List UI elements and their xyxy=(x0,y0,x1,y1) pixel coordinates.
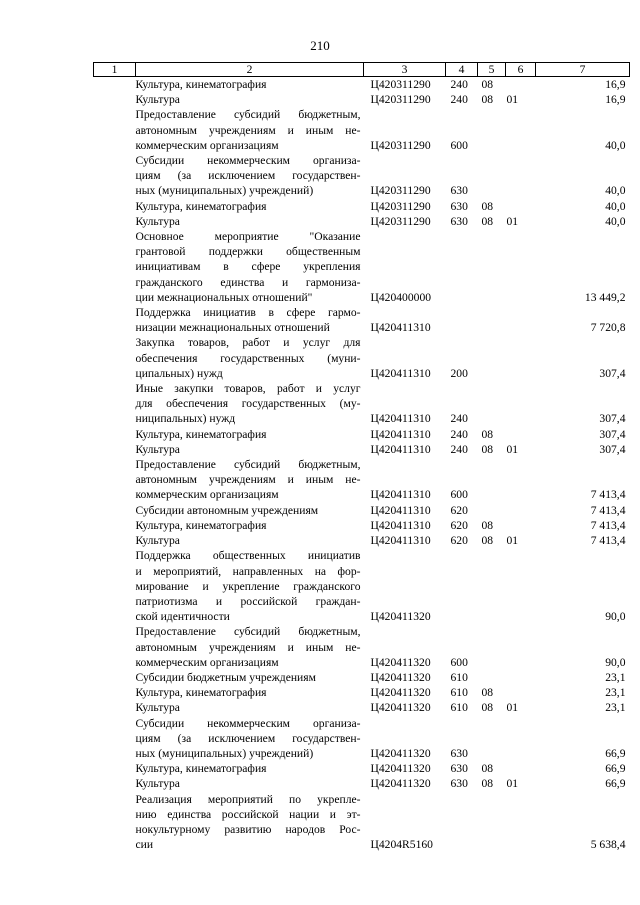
row-number-cell xyxy=(94,107,136,153)
amount-cell: 40,0 xyxy=(605,214,626,228)
item-name-line: ципальных) нужд xyxy=(135,366,223,380)
amount-cell: 40,0 xyxy=(605,138,626,152)
table-row xyxy=(94,685,630,700)
amount-cell: 7 413,4 xyxy=(590,518,626,532)
item-name-line: циям (за исключением государствен- xyxy=(135,169,361,183)
item-name-line: Культура, кинематография xyxy=(135,78,267,91)
item-name-line: циям (за исключением государствен- xyxy=(135,731,361,745)
subsection-cell xyxy=(506,229,536,305)
target-code-cell: Ц420411310 xyxy=(370,321,431,335)
section-cell xyxy=(478,153,506,199)
section-cell xyxy=(478,548,506,624)
table-row xyxy=(94,335,630,381)
expense-type-cell: 620 xyxy=(450,518,468,532)
item-name-cell xyxy=(136,685,364,700)
subsection-cell: 01 xyxy=(506,534,519,548)
item-name-line: автономным учреждениям и иным не- xyxy=(135,123,361,137)
item-name-line: обеспечения государственных (муни- xyxy=(135,351,361,365)
item-name-cell xyxy=(136,229,364,305)
row-number-cell xyxy=(94,792,136,853)
target-code-cell: Ц420311290 xyxy=(370,184,431,198)
table-row xyxy=(94,716,630,762)
target-code-cell: Ц4204R5160 xyxy=(370,838,433,852)
expense-type-cell: 630 xyxy=(450,199,468,213)
expense-type-cell: 200 xyxy=(450,366,468,380)
table-row xyxy=(94,229,630,305)
item-name-line: Культура, кинематография xyxy=(135,686,267,700)
section-cell: 08 xyxy=(481,686,494,700)
item-name-line: автономным учреждениям и иным не- xyxy=(135,640,361,654)
item-name-cell xyxy=(136,92,364,107)
item-name-line: Поддержка общественных инициатив xyxy=(135,549,361,563)
row-number-cell xyxy=(94,457,136,503)
table-row xyxy=(94,153,630,199)
amount-cell: 7 720,8 xyxy=(590,321,626,335)
item-name-line: коммерческим организациям xyxy=(135,138,279,152)
target-code-cell: Ц420411320 xyxy=(370,655,431,669)
section-cell xyxy=(478,457,506,503)
target-code-cell: Ц420411320 xyxy=(370,762,431,776)
expense-type-cell: 240 xyxy=(450,412,468,426)
target-code-cell: Ц420411320 xyxy=(370,701,431,715)
section-cell xyxy=(478,107,506,153)
expense-type-cell: 630 xyxy=(450,746,468,760)
target-code-cell: Ц420411310 xyxy=(370,534,431,548)
expense-type-cell: 610 xyxy=(450,670,468,684)
table-row xyxy=(94,457,630,503)
item-name-line: ных (муниципальных) учреждений) xyxy=(135,746,314,760)
expense-type-cell: 630 xyxy=(450,214,468,228)
item-name-cell xyxy=(136,457,364,503)
target-code-cell: Ц420411310 xyxy=(370,518,431,532)
table-row xyxy=(94,503,630,518)
item-name-line: Иные закупки товаров, работ и услуг xyxy=(135,382,361,396)
item-name-cell xyxy=(136,442,364,457)
table-row xyxy=(94,761,630,776)
item-name-line: грантовой поддержки общественным xyxy=(135,245,361,259)
section-cell: 08 xyxy=(481,214,494,228)
expense-type-cell: 600 xyxy=(450,488,468,502)
item-name-line: Реализация мероприятий по укрепле- xyxy=(135,792,361,806)
target-code-cell: Ц420411320 xyxy=(370,746,431,760)
item-name-cell xyxy=(136,153,364,199)
row-number-cell xyxy=(94,381,136,427)
item-name-line: Культура xyxy=(135,93,180,107)
subsection-cell xyxy=(506,153,536,199)
target-code-cell: Ц420311290 xyxy=(370,138,431,152)
row-number-cell xyxy=(94,335,136,381)
row-number-cell xyxy=(94,503,136,518)
amount-cell: 90,0 xyxy=(605,655,626,669)
item-name-line: ской идентичности xyxy=(135,610,230,624)
item-name-line: ниципальных) нужд xyxy=(135,412,236,426)
row-number-cell xyxy=(94,716,136,762)
amount-cell: 23,1 xyxy=(605,686,626,700)
expense-type-cell: 610 xyxy=(450,686,468,700)
target-code-cell: Ц420400000 xyxy=(370,290,432,304)
subsection-cell xyxy=(506,381,536,427)
expense-type-cell: 630 xyxy=(450,762,468,776)
header-cell-4: 4 xyxy=(446,63,478,77)
header-cell-6: 6 xyxy=(506,63,536,77)
target-code-cell: Ц420411310 xyxy=(370,442,431,456)
header-row xyxy=(94,63,630,77)
amount-cell: 307,4 xyxy=(599,442,626,456)
row-number-cell xyxy=(94,199,136,214)
row-number-cell xyxy=(94,776,136,791)
target-code-cell: Ц420411320 xyxy=(370,610,431,624)
section-cell xyxy=(478,305,506,335)
table-row xyxy=(94,518,630,533)
amount-cell: 5 638,4 xyxy=(590,838,626,852)
item-name-cell xyxy=(136,792,364,853)
target-code-cell: Ц420311290 xyxy=(370,78,431,91)
item-name-line: Культура, кинематография xyxy=(135,762,267,776)
expense-type-cell: 240 xyxy=(450,427,468,441)
expense-type-cell: 620 xyxy=(450,534,468,548)
item-name-cell xyxy=(136,700,364,715)
expense-type-cell: 620 xyxy=(450,503,468,517)
table-body xyxy=(94,77,630,853)
row-number-cell xyxy=(94,670,136,685)
subsection-cell xyxy=(506,199,536,214)
section-cell: 08 xyxy=(481,777,494,791)
row-number-cell xyxy=(94,92,136,107)
item-name-line: инициативам в сфере укрепления xyxy=(135,260,361,274)
item-name-cell xyxy=(136,305,364,335)
expense-type-cell xyxy=(446,792,478,853)
section-cell: 08 xyxy=(481,427,494,441)
target-code-cell: Ц420411310 xyxy=(370,488,431,502)
table-row xyxy=(94,92,630,107)
amount-cell: 16,9 xyxy=(605,78,626,91)
item-name-line: Субсидии автономным учреждениям xyxy=(135,503,319,517)
amount-cell: 40,0 xyxy=(605,184,626,198)
item-name-cell xyxy=(136,77,364,93)
row-number-cell xyxy=(94,153,136,199)
amount-cell: 40,0 xyxy=(605,199,626,213)
target-code-cell: Ц420411310 xyxy=(370,366,431,380)
target-code-cell: Ц420411320 xyxy=(370,686,431,700)
subsection-cell xyxy=(506,761,536,776)
item-name-cell xyxy=(136,335,364,381)
amount-cell: 23,1 xyxy=(605,670,626,684)
section-cell xyxy=(478,670,506,685)
item-name-line: сии xyxy=(135,838,154,852)
item-name-line: Поддержка инициатив в сфере гармо- xyxy=(135,306,361,320)
amount-cell: 66,9 xyxy=(605,746,626,760)
section-cell xyxy=(478,716,506,762)
page-number: 210 xyxy=(310,38,330,53)
subsection-cell xyxy=(506,107,536,153)
subsection-cell: 01 xyxy=(506,214,519,228)
row-number-cell xyxy=(94,700,136,715)
row-number-cell xyxy=(94,442,136,457)
section-cell xyxy=(478,381,506,427)
subsection-cell xyxy=(506,685,536,700)
amount-cell: 16,9 xyxy=(605,93,626,107)
row-number-cell xyxy=(94,518,136,533)
section-cell: 08 xyxy=(481,78,494,91)
item-name-line: Культура, кинематография xyxy=(135,518,267,532)
item-name-cell xyxy=(136,503,364,518)
row-number-cell xyxy=(94,427,136,442)
subsection-cell xyxy=(506,548,536,624)
expense-type-cell: 630 xyxy=(450,777,468,791)
amount-cell: 66,9 xyxy=(605,777,626,791)
item-name-cell xyxy=(136,214,364,229)
item-name-line: коммерческим организациям xyxy=(135,655,279,669)
expense-type-cell: 600 xyxy=(450,655,468,669)
table-row xyxy=(94,533,630,548)
item-name-cell xyxy=(136,548,364,624)
budget-table xyxy=(93,62,630,852)
amount-cell: 307,4 xyxy=(599,427,626,441)
amount-cell: 7 413,4 xyxy=(590,488,626,502)
header-cell-1: 1 xyxy=(94,63,136,77)
header-cell-2: 2 xyxy=(136,63,364,77)
header-cell-3: 3 xyxy=(364,63,446,77)
item-name-cell xyxy=(136,670,364,685)
target-code-cell: Ц420411310 xyxy=(370,427,431,441)
item-name-cell xyxy=(136,107,364,153)
expense-type-cell xyxy=(446,548,478,624)
subsection-cell xyxy=(506,427,536,442)
item-name-line: коммерческим организациям xyxy=(135,488,279,502)
item-name-line: мирование и укрепление гражданского xyxy=(135,579,361,593)
table-row xyxy=(94,305,630,335)
item-name-line: ции межнациональных отношений" xyxy=(135,290,313,304)
item-name-line: Предоставление субсидий бюджетным, xyxy=(135,625,361,639)
subsection-cell: 01 xyxy=(506,93,519,107)
table-row xyxy=(94,670,630,685)
subsection-cell xyxy=(506,624,536,670)
table-row xyxy=(94,548,630,624)
item-name-line: Основное мероприятие "Оказание xyxy=(135,230,361,244)
table-header xyxy=(94,63,630,77)
section-cell: 08 xyxy=(481,442,494,456)
item-name-line: Субсидии некоммерческим организа- xyxy=(135,716,361,730)
target-code-cell: Ц420411320 xyxy=(370,670,431,684)
row-number-cell xyxy=(94,685,136,700)
table-row xyxy=(94,776,630,791)
expense-type-cell: 240 xyxy=(450,93,468,107)
row-number-cell xyxy=(94,214,136,229)
section-cell: 08 xyxy=(481,534,494,548)
item-name-line: Культура, кинематография xyxy=(135,199,267,213)
section-cell xyxy=(478,229,506,305)
section-cell: 08 xyxy=(481,199,494,213)
subsection-cell xyxy=(506,77,536,93)
subsection-cell: 01 xyxy=(506,701,519,715)
item-name-line: гражданского единства и гармониза- xyxy=(135,275,361,289)
header-cell-5: 5 xyxy=(478,63,506,77)
amount-cell: 13 449,2 xyxy=(584,290,626,304)
item-name-line: Субсидии бюджетным учреждениям xyxy=(135,670,316,684)
target-code-cell: Ц420311290 xyxy=(370,214,431,228)
item-name-line: нокультурному развитию народов Рос- xyxy=(135,822,361,836)
target-code-cell: Ц420311290 xyxy=(370,93,431,107)
item-name-line: Закупка товаров, работ и услуг для xyxy=(135,336,361,350)
amount-cell: 90,0 xyxy=(605,610,626,624)
table-row xyxy=(94,77,630,93)
amount-cell: 7 413,4 xyxy=(590,534,626,548)
expense-type-cell: 600 xyxy=(450,138,468,152)
item-name-cell xyxy=(136,427,364,442)
row-number-cell xyxy=(94,548,136,624)
table-row xyxy=(94,427,630,442)
subsection-cell xyxy=(506,518,536,533)
item-name-line: Культура xyxy=(135,534,180,548)
item-name-line: Культура xyxy=(135,701,180,715)
expense-type-cell: 610 xyxy=(450,701,468,715)
table-row xyxy=(94,624,630,670)
row-number-cell xyxy=(94,761,136,776)
item-name-cell xyxy=(136,716,364,762)
section-cell: 08 xyxy=(481,518,494,532)
item-name-cell xyxy=(136,381,364,427)
subsection-cell xyxy=(506,716,536,762)
item-name-cell xyxy=(136,761,364,776)
item-name-cell xyxy=(136,624,364,670)
item-name-line: ных (муниципальных) учреждений) xyxy=(135,184,314,198)
section-cell: 08 xyxy=(481,701,494,715)
section-cell xyxy=(478,792,506,853)
section-cell: 08 xyxy=(481,762,494,776)
table-row xyxy=(94,214,630,229)
target-code-cell: Ц420311290 xyxy=(370,199,431,213)
row-number-cell xyxy=(94,624,136,670)
amount-cell: 307,4 xyxy=(599,412,626,426)
row-number-cell xyxy=(94,533,136,548)
table-row xyxy=(94,792,630,853)
table-row xyxy=(94,442,630,457)
target-code-cell: Ц420411310 xyxy=(370,412,431,426)
amount-cell: 66,9 xyxy=(605,762,626,776)
item-name-line: нию единства российской нации и эт- xyxy=(135,807,361,821)
item-name-line: низации межнациональных отношений xyxy=(135,321,330,335)
expense-type-cell xyxy=(446,229,478,305)
item-name-line: патриотизма и российской граждан- xyxy=(135,594,361,608)
item-name-line: Культура, кинематография xyxy=(135,427,267,441)
amount-cell: 7 413,4 xyxy=(590,503,626,517)
table-row xyxy=(94,381,630,427)
row-number-cell xyxy=(94,229,136,305)
expense-type-cell: 240 xyxy=(450,78,468,91)
amount-cell: 307,4 xyxy=(599,366,626,380)
item-name-line: для обеспечения государственных (му- xyxy=(135,397,361,411)
table-row xyxy=(94,700,630,715)
target-code-cell: Ц420411320 xyxy=(370,777,431,791)
item-name-line: автономным учреждениям и иным не- xyxy=(135,473,361,487)
subsection-cell: 01 xyxy=(506,442,519,456)
item-name-line: Предоставление субсидий бюджетным, xyxy=(135,458,361,472)
subsection-cell xyxy=(506,457,536,503)
item-name-line: Субсидии некоммерческим организа- xyxy=(135,154,361,168)
item-name-cell xyxy=(136,199,364,214)
subsection-cell xyxy=(506,503,536,518)
subsection-cell xyxy=(506,670,536,685)
item-name-line: Предоставление субсидий бюджетным, xyxy=(135,108,361,122)
table-row xyxy=(94,107,630,153)
item-name-cell xyxy=(136,533,364,548)
section-cell xyxy=(478,503,506,518)
amount-cell: 23,1 xyxy=(605,701,626,715)
item-name-cell xyxy=(136,518,364,533)
row-number-cell xyxy=(94,77,136,93)
subsection-cell xyxy=(506,792,536,853)
item-name-line: Культура xyxy=(135,442,180,456)
target-code-cell: Ц420411310 xyxy=(370,503,431,517)
section-cell xyxy=(478,335,506,381)
item-name-line: Культура xyxy=(135,214,180,228)
subsection-cell xyxy=(506,305,536,335)
item-name-line: и мероприятий, направленных на фор- xyxy=(135,564,361,578)
item-name-cell xyxy=(136,776,364,791)
expense-type-cell xyxy=(446,305,478,335)
section-cell: 08 xyxy=(481,93,494,107)
subsection-cell xyxy=(506,335,536,381)
header-cell-7: 7 xyxy=(536,63,630,77)
table-row xyxy=(94,199,630,214)
item-name-line: Культура xyxy=(135,777,180,791)
section-cell xyxy=(478,624,506,670)
expense-type-cell: 240 xyxy=(450,442,468,456)
row-number-cell xyxy=(94,305,136,335)
subsection-cell: 01 xyxy=(506,777,519,791)
expense-type-cell: 630 xyxy=(450,184,468,198)
